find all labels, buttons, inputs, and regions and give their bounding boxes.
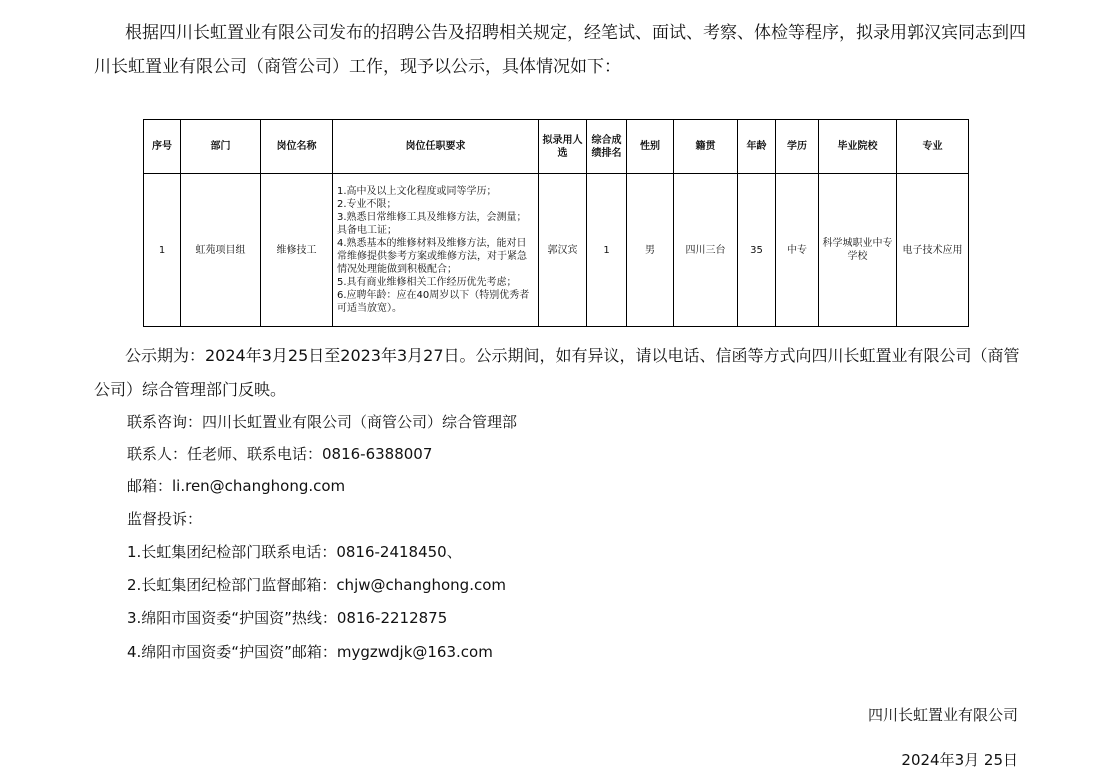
signature-date: 2024年3月 25日	[901, 751, 1018, 769]
requirement-item: 5.具有商业维修相关工作经历优先考虑；	[337, 277, 517, 288]
supervision-item-2: 2.长虹集团纪检部门监督邮箱：chjw@changhong.com	[127, 576, 506, 594]
cell-hometown: 四川三台	[674, 174, 738, 327]
supervision-item-4: 4.绵阳市国资委“护国资”邮箱：mygzwdjk@163.com	[127, 643, 493, 661]
intro-paragraph: 根据四川长虹置业有限公司发布的招聘公告及招聘相关规定，经笔试、面试、考察、体检等程序，拟录用郭汉宾同志到四川长虹置业有限公司（商管公司）工作，现予以公示，具体情况如下：	[94, 23, 1026, 77]
header-major: 专业	[897, 120, 969, 174]
header-requirements: 岗位任职要求	[333, 120, 539, 174]
cell-department: 虹苑项目组	[181, 174, 261, 327]
header-gender: 性别	[627, 120, 674, 174]
cell-position: 维修技工	[261, 174, 333, 327]
requirement-item: 4.熟悉基本的维修材料及维修方法，能对日常维修提供参考方案或维修方法，对于紧急情况处理能做到积极配合；	[337, 238, 527, 275]
table-row	[144, 174, 969, 327]
header-candidate: 拟录用人选	[539, 120, 587, 174]
header-hometown: 籍贯	[674, 120, 738, 174]
requirement-item: 1.高中及以上文化程度或同等学历；	[337, 186, 497, 197]
requirement-item: 3.熟悉日常维修工具及维修方法，会测量；具备电工证；	[337, 212, 527, 236]
contact-person: 联系人：任老师、联系电话：0816-6388007	[127, 445, 433, 463]
signature-org: 四川长虹置业有限公司	[867, 706, 1018, 724]
supervision-item-1: 1.长虹集团纪检部门联系电话：0816-2418450、	[127, 543, 462, 561]
cell-education: 中专	[776, 174, 819, 327]
contact-consult: 联系咨询：四川长虹置业有限公司（商管公司）综合管理部	[127, 413, 518, 431]
header-department: 部门	[181, 120, 261, 174]
requirement-item: 6.应聘年龄：应在40周岁以下（特别优秀者可适当放宽）。	[337, 290, 530, 314]
notice-period: 公示期为：2024年3月25日至2023年3月27日。公示期间，如有异议，请以电话、信函等方式向四川长虹置业有限公司（商管公司）综合管理部门反映。	[94, 346, 1020, 399]
cell-index: 1	[144, 174, 181, 327]
cell-age: 35	[738, 174, 776, 327]
contact-email: 邮箱：li.ren@changhong.com	[127, 477, 346, 495]
supervision-item-3: 3.绵阳市国资委“护国资”热线：0816-2212875	[127, 609, 448, 627]
requirement-item: 2.专业不限；	[337, 199, 397, 210]
cell-rank: 1	[587, 174, 627, 327]
cell-major: 电子技术应用	[897, 174, 969, 327]
table-header-row	[144, 120, 969, 174]
header-rank: 综合成绩排名	[587, 120, 627, 174]
cell-requirements	[333, 174, 539, 327]
header-school: 毕业院校	[819, 120, 897, 174]
header-education: 学历	[776, 120, 819, 174]
cell-gender: 男	[627, 174, 674, 327]
supervision-heading: 监督投诉：	[127, 510, 203, 528]
header-index: 序号	[144, 120, 181, 174]
cell-candidate: 郭汉宾	[539, 174, 587, 327]
cell-school: 科学城职业中专学校	[819, 174, 897, 327]
header-age: 年龄	[738, 120, 776, 174]
header-position: 岗位名称	[261, 120, 333, 174]
hiring-table	[143, 119, 969, 327]
